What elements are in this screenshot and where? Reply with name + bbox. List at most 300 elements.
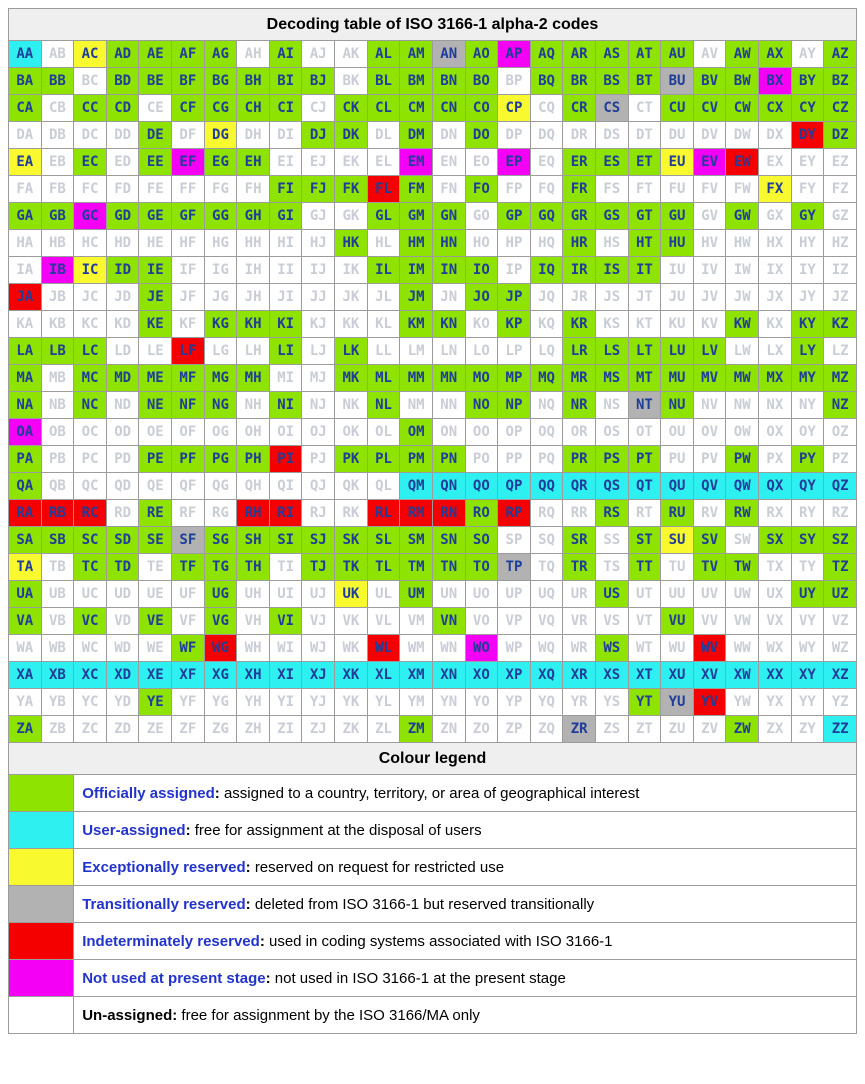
code-cell-BX[interactable]: BX [759,68,792,95]
code-cell-RC[interactable]: RC [74,500,107,527]
code-cell-BA[interactable]: BA [9,68,42,95]
code-cell-NA[interactable]: NA [9,392,42,419]
code-cell-MZ[interactable]: MZ [824,365,857,392]
code-cell-FM[interactable]: FM [400,176,433,203]
code-cell-MP[interactable]: MP [498,365,531,392]
code-cell-TK[interactable]: TK [335,554,368,581]
code-cell-BU[interactable]: BU [661,68,694,95]
code-cell-RP[interactable]: RP [498,500,531,527]
code-cell-CA[interactable]: CA [9,95,42,122]
code-cell-MS[interactable]: MS [595,365,628,392]
code-cell-QA[interactable]: QA [9,473,42,500]
code-cell-EM[interactable]: EM [400,149,433,176]
code-cell-SJ[interactable]: SJ [302,527,335,554]
code-cell-BM[interactable]: BM [400,68,433,95]
code-cell-PN[interactable]: PN [432,446,465,473]
legend-label-indeterminately-reserved[interactable]: Indeterminately reserved [82,932,260,950]
code-cell-BR[interactable]: BR [563,68,596,95]
code-cell-KE[interactable]: KE [139,311,172,338]
code-cell-SU[interactable]: SU [661,527,694,554]
code-cell-ZZ[interactable]: ZZ [824,716,857,743]
code-cell-CL[interactable]: CL [367,95,400,122]
code-cell-SO[interactable]: SO [465,527,498,554]
code-cell-GT[interactable]: GT [628,203,661,230]
code-cell-MV[interactable]: MV [693,365,726,392]
code-cell-GF[interactable]: GF [172,203,205,230]
code-cell-CV[interactable]: CV [693,95,726,122]
code-cell-AF[interactable]: AF [172,41,205,68]
code-cell-XH[interactable]: XH [237,662,270,689]
code-cell-XF[interactable]: XF [172,662,205,689]
code-cell-BS[interactable]: BS [595,68,628,95]
code-cell-TV[interactable]: TV [693,554,726,581]
code-cell-MA[interactable]: MA [9,365,42,392]
code-cell-XA[interactable]: XA [9,662,42,689]
code-cell-VG[interactable]: VG [204,608,237,635]
code-cell-IS[interactable]: IS [595,257,628,284]
code-cell-JO[interactable]: JO [465,284,498,311]
code-cell-AR[interactable]: AR [563,41,596,68]
code-cell-GM[interactable]: GM [400,203,433,230]
code-cell-UG[interactable]: UG [204,581,237,608]
code-cell-SC[interactable]: SC [74,527,107,554]
code-cell-NE[interactable]: NE [139,392,172,419]
code-cell-VU[interactable]: VU [661,608,694,635]
code-cell-WV[interactable]: WV [693,635,726,662]
code-cell-CR[interactable]: CR [563,95,596,122]
code-cell-XZ[interactable]: XZ [824,662,857,689]
code-cell-TA[interactable]: TA [9,554,42,581]
code-cell-LU[interactable]: LU [661,338,694,365]
code-cell-CS[interactable]: CS [595,95,628,122]
code-cell-UM[interactable]: UM [400,581,433,608]
code-cell-IQ[interactable]: IQ [530,257,563,284]
code-cell-TC[interactable]: TC [74,554,107,581]
code-cell-AM[interactable]: AM [400,41,433,68]
code-cell-XE[interactable]: XE [139,662,172,689]
code-cell-SK[interactable]: SK [335,527,368,554]
code-cell-CF[interactable]: CF [172,95,205,122]
code-cell-YV[interactable]: YV [693,689,726,716]
code-cell-VC[interactable]: VC [74,608,107,635]
code-cell-LK[interactable]: LK [335,338,368,365]
code-cell-GB[interactable]: GB [41,203,74,230]
code-cell-XR[interactable]: XR [563,662,596,689]
code-cell-MN[interactable]: MN [432,365,465,392]
code-cell-SE[interactable]: SE [139,527,172,554]
code-cell-QU[interactable]: QU [661,473,694,500]
code-cell-BD[interactable]: BD [106,68,139,95]
code-cell-XX[interactable]: XX [759,662,792,689]
code-cell-NR[interactable]: NR [563,392,596,419]
code-cell-FL[interactable]: FL [367,176,400,203]
code-cell-HM[interactable]: HM [400,230,433,257]
code-cell-MR[interactable]: MR [563,365,596,392]
legend-label-officially-assigned[interactable]: Officially assigned [82,784,215,802]
code-cell-XN[interactable]: XN [432,662,465,689]
code-cell-PT[interactable]: PT [628,446,661,473]
code-cell-CN[interactable]: CN [432,95,465,122]
code-cell-HT[interactable]: HT [628,230,661,257]
code-cell-FR[interactable]: FR [563,176,596,203]
code-cell-TT[interactable]: TT [628,554,661,581]
code-cell-TW[interactable]: TW [726,554,759,581]
code-cell-ZR[interactable]: ZR [563,716,596,743]
code-cell-DM[interactable]: DM [400,122,433,149]
code-cell-QZ[interactable]: QZ [824,473,857,500]
code-cell-GH[interactable]: GH [237,203,270,230]
code-cell-JP[interactable]: JP [498,284,531,311]
code-cell-XI[interactable]: XI [269,662,302,689]
code-cell-NF[interactable]: NF [172,392,205,419]
code-cell-IN[interactable]: IN [432,257,465,284]
code-cell-SR[interactable]: SR [563,527,596,554]
code-cell-CP[interactable]: CP [498,95,531,122]
code-cell-QM[interactable]: QM [400,473,433,500]
code-cell-AN[interactable]: AN [432,41,465,68]
code-cell-TG[interactable]: TG [204,554,237,581]
code-cell-TD[interactable]: TD [106,554,139,581]
code-cell-TH[interactable]: TH [237,554,270,581]
code-cell-LR[interactable]: LR [563,338,596,365]
code-cell-FK[interactable]: FK [335,176,368,203]
code-cell-GD[interactable]: GD [106,203,139,230]
code-cell-MQ[interactable]: MQ [530,365,563,392]
code-cell-LT[interactable]: LT [628,338,661,365]
code-cell-CH[interactable]: CH [237,95,270,122]
legend-label-exceptionally-reserved[interactable]: Exceptionally reserved [82,858,246,876]
code-cell-PY[interactable]: PY [791,446,824,473]
code-cell-NI[interactable]: NI [269,392,302,419]
code-cell-DZ[interactable]: DZ [824,122,857,149]
code-cell-KW[interactable]: KW [726,311,759,338]
code-cell-VI[interactable]: VI [269,608,302,635]
code-cell-YU[interactable]: YU [661,689,694,716]
code-cell-BL[interactable]: BL [367,68,400,95]
code-cell-HR[interactable]: HR [563,230,596,257]
code-cell-AX[interactable]: AX [759,41,792,68]
code-cell-XV[interactable]: XV [693,662,726,689]
code-cell-SH[interactable]: SH [237,527,270,554]
code-cell-IE[interactable]: IE [139,257,172,284]
code-cell-BO[interactable]: BO [465,68,498,95]
code-cell-IB[interactable]: IB [41,257,74,284]
code-cell-LY[interactable]: LY [791,338,824,365]
code-cell-MO[interactable]: MO [465,365,498,392]
code-cell-AW[interactable]: AW [726,41,759,68]
code-cell-BZ[interactable]: BZ [824,68,857,95]
code-cell-PL[interactable]: PL [367,446,400,473]
code-cell-CX[interactable]: CX [759,95,792,122]
code-cell-CI[interactable]: CI [269,95,302,122]
code-cell-EW[interactable]: EW [726,149,759,176]
code-cell-LI[interactable]: LI [269,338,302,365]
code-cell-XM[interactable]: XM [400,662,433,689]
code-cell-NC[interactable]: NC [74,392,107,419]
code-cell-DK[interactable]: DK [335,122,368,149]
code-cell-QR[interactable]: QR [563,473,596,500]
code-cell-KP[interactable]: KP [498,311,531,338]
code-cell-NU[interactable]: NU [661,392,694,419]
code-cell-SD[interactable]: SD [106,527,139,554]
code-cell-WS[interactable]: WS [595,635,628,662]
code-cell-ID[interactable]: ID [106,257,139,284]
code-cell-QO[interactable]: QO [465,473,498,500]
code-cell-IM[interactable]: IM [400,257,433,284]
code-cell-AU[interactable]: AU [661,41,694,68]
code-cell-RM[interactable]: RM [400,500,433,527]
code-cell-UK[interactable]: UK [335,581,368,608]
code-cell-XB[interactable]: XB [41,662,74,689]
code-cell-XG[interactable]: XG [204,662,237,689]
code-cell-ZM[interactable]: ZM [400,716,433,743]
code-cell-MX[interactable]: MX [759,365,792,392]
code-cell-EU[interactable]: EU [661,149,694,176]
code-cell-LF[interactable]: LF [172,338,205,365]
code-cell-AO[interactable]: AO [465,41,498,68]
code-cell-ET[interactable]: ET [628,149,661,176]
code-cell-SG[interactable]: SG [204,527,237,554]
code-cell-QT[interactable]: QT [628,473,661,500]
code-cell-BV[interactable]: BV [693,68,726,95]
code-cell-MK[interactable]: MK [335,365,368,392]
code-cell-SZ[interactable]: SZ [824,527,857,554]
code-cell-GE[interactable]: GE [139,203,172,230]
code-cell-BJ[interactable]: BJ [302,68,335,95]
code-cell-ZA[interactable]: ZA [9,716,42,743]
code-cell-FX[interactable]: FX [759,176,792,203]
code-cell-TJ[interactable]: TJ [302,554,335,581]
code-cell-BW[interactable]: BW [726,68,759,95]
code-cell-PR[interactable]: PR [563,446,596,473]
code-cell-AQ[interactable]: AQ [530,41,563,68]
code-cell-PM[interactable]: PM [400,446,433,473]
code-cell-QV[interactable]: QV [693,473,726,500]
code-cell-DJ[interactable]: DJ [302,122,335,149]
code-cell-QN[interactable]: QN [432,473,465,500]
code-cell-WO[interactable]: WO [465,635,498,662]
code-cell-GP[interactable]: GP [498,203,531,230]
legend-label-user-assigned[interactable]: User-assigned [82,821,186,839]
code-cell-XY[interactable]: XY [791,662,824,689]
code-cell-YE[interactable]: YE [139,689,172,716]
code-cell-EG[interactable]: EG [204,149,237,176]
code-cell-LB[interactable]: LB [41,338,74,365]
code-cell-WL[interactable]: WL [367,635,400,662]
code-cell-PK[interactable]: PK [335,446,368,473]
code-cell-AE[interactable]: AE [139,41,172,68]
code-cell-MT[interactable]: MT [628,365,661,392]
code-cell-TZ[interactable]: TZ [824,554,857,581]
code-cell-BH[interactable]: BH [237,68,270,95]
code-cell-RE[interactable]: RE [139,500,172,527]
code-cell-GA[interactable]: GA [9,203,42,230]
code-cell-BT[interactable]: BT [628,68,661,95]
code-cell-UY[interactable]: UY [791,581,824,608]
code-cell-XK[interactable]: XK [335,662,368,689]
code-cell-CG[interactable]: CG [204,95,237,122]
code-cell-AD[interactable]: AD [106,41,139,68]
code-cell-QW[interactable]: QW [726,473,759,500]
code-cell-CM[interactable]: CM [400,95,433,122]
code-cell-FO[interactable]: FO [465,176,498,203]
code-cell-PI[interactable]: PI [269,446,302,473]
code-cell-SY[interactable]: SY [791,527,824,554]
code-cell-MF[interactable]: MF [172,365,205,392]
code-cell-DE[interactable]: DE [139,122,172,149]
code-cell-VN[interactable]: VN [432,608,465,635]
code-cell-PW[interactable]: PW [726,446,759,473]
code-cell-KH[interactable]: KH [237,311,270,338]
code-cell-IT[interactable]: IT [628,257,661,284]
code-cell-BB[interactable]: BB [41,68,74,95]
code-cell-NG[interactable]: NG [204,392,237,419]
code-cell-CU[interactable]: CU [661,95,694,122]
code-cell-EE[interactable]: EE [139,149,172,176]
code-cell-BI[interactable]: BI [269,68,302,95]
code-cell-EH[interactable]: EH [237,149,270,176]
code-cell-BY[interactable]: BY [791,68,824,95]
code-cell-TR[interactable]: TR [563,554,596,581]
code-cell-ME[interactable]: ME [139,365,172,392]
code-cell-PG[interactable]: PG [204,446,237,473]
code-cell-OA[interactable]: OA [9,419,42,446]
code-cell-FI[interactable]: FI [269,176,302,203]
code-cell-WF[interactable]: WF [172,635,205,662]
code-cell-GC[interactable]: GC [74,203,107,230]
code-cell-JM[interactable]: JM [400,284,433,311]
code-cell-IO[interactable]: IO [465,257,498,284]
code-cell-AG[interactable]: AG [204,41,237,68]
code-cell-AS[interactable]: AS [595,41,628,68]
code-cell-MW[interactable]: MW [726,365,759,392]
code-cell-RN[interactable]: RN [432,500,465,527]
code-cell-RO[interactable]: RO [465,500,498,527]
code-cell-BN[interactable]: BN [432,68,465,95]
code-cell-JA[interactable]: JA [9,284,42,311]
code-cell-TM[interactable]: TM [400,554,433,581]
code-cell-GN[interactable]: GN [432,203,465,230]
code-cell-QQ[interactable]: QQ [530,473,563,500]
code-cell-TF[interactable]: TF [172,554,205,581]
code-cell-UA[interactable]: UA [9,581,42,608]
code-cell-GU[interactable]: GU [661,203,694,230]
code-cell-HU[interactable]: HU [661,230,694,257]
code-cell-MH[interactable]: MH [237,365,270,392]
code-cell-LA[interactable]: LA [9,338,42,365]
code-cell-XO[interactable]: XO [465,662,498,689]
code-cell-IC[interactable]: IC [74,257,107,284]
code-cell-DG[interactable]: DG [204,122,237,149]
code-cell-DY[interactable]: DY [791,122,824,149]
code-cell-RB[interactable]: RB [41,500,74,527]
code-cell-XT[interactable]: XT [628,662,661,689]
code-cell-EV[interactable]: EV [693,149,726,176]
code-cell-NT[interactable]: NT [628,392,661,419]
code-cell-AT[interactable]: AT [628,41,661,68]
code-cell-EF[interactable]: EF [172,149,205,176]
code-cell-SN[interactable]: SN [432,527,465,554]
code-cell-XP[interactable]: XP [498,662,531,689]
code-cell-XU[interactable]: XU [661,662,694,689]
code-cell-CW[interactable]: CW [726,95,759,122]
code-cell-BG[interactable]: BG [204,68,237,95]
code-cell-GI[interactable]: GI [269,203,302,230]
code-cell-LS[interactable]: LS [595,338,628,365]
code-cell-RU[interactable]: RU [661,500,694,527]
code-cell-RW[interactable]: RW [726,500,759,527]
code-cell-KI[interactable]: KI [269,311,302,338]
code-cell-NZ[interactable]: NZ [824,392,857,419]
code-cell-SB[interactable]: SB [41,527,74,554]
code-cell-NL[interactable]: NL [367,392,400,419]
code-cell-AZ[interactable]: AZ [824,41,857,68]
code-cell-SA[interactable]: SA [9,527,42,554]
code-cell-KZ[interactable]: KZ [824,311,857,338]
code-cell-BF[interactable]: BF [172,68,205,95]
code-cell-RL[interactable]: RL [367,500,400,527]
code-cell-HN[interactable]: HN [432,230,465,257]
code-cell-SF[interactable]: SF [172,527,205,554]
code-cell-PA[interactable]: PA [9,446,42,473]
code-cell-GY[interactable]: GY [791,203,824,230]
code-cell-XW[interactable]: XW [726,662,759,689]
code-cell-QX[interactable]: QX [759,473,792,500]
code-cell-XL[interactable]: XL [367,662,400,689]
code-cell-CO[interactable]: CO [465,95,498,122]
code-cell-CK[interactable]: CK [335,95,368,122]
code-cell-SV[interactable]: SV [693,527,726,554]
code-cell-PH[interactable]: PH [237,446,270,473]
legend-label-transitionally-reserved[interactable]: Transitionally reserved [82,895,246,913]
code-cell-QP[interactable]: QP [498,473,531,500]
code-cell-DO[interactable]: DO [465,122,498,149]
code-cell-WG[interactable]: WG [204,635,237,662]
code-cell-CD[interactable]: CD [106,95,139,122]
code-cell-NP[interactable]: NP [498,392,531,419]
code-cell-GR[interactable]: GR [563,203,596,230]
code-cell-NO[interactable]: NO [465,392,498,419]
code-cell-KG[interactable]: KG [204,311,237,338]
code-cell-AC[interactable]: AC [74,41,107,68]
code-cell-US[interactable]: US [595,581,628,608]
code-cell-RA[interactable]: RA [9,500,42,527]
code-cell-MG[interactable]: MG [204,365,237,392]
code-cell-MU[interactable]: MU [661,365,694,392]
code-cell-ES[interactable]: ES [595,149,628,176]
code-cell-MC[interactable]: MC [74,365,107,392]
code-cell-TL[interactable]: TL [367,554,400,581]
code-cell-TN[interactable]: TN [432,554,465,581]
code-cell-TP[interactable]: TP [498,554,531,581]
code-cell-AA[interactable]: AA [9,41,42,68]
code-cell-CC[interactable]: CC [74,95,107,122]
code-cell-KN[interactable]: KN [432,311,465,338]
code-cell-AP[interactable]: AP [498,41,531,68]
code-cell-LC[interactable]: LC [74,338,107,365]
code-cell-PF[interactable]: PF [172,446,205,473]
code-cell-XD[interactable]: XD [106,662,139,689]
code-cell-PS[interactable]: PS [595,446,628,473]
code-cell-IL[interactable]: IL [367,257,400,284]
code-cell-HK[interactable]: HK [335,230,368,257]
code-cell-TO[interactable]: TO [465,554,498,581]
code-cell-KY[interactable]: KY [791,311,824,338]
code-cell-XJ[interactable]: XJ [302,662,335,689]
code-cell-GL[interactable]: GL [367,203,400,230]
code-cell-XQ[interactable]: XQ [530,662,563,689]
code-cell-MM[interactable]: MM [400,365,433,392]
